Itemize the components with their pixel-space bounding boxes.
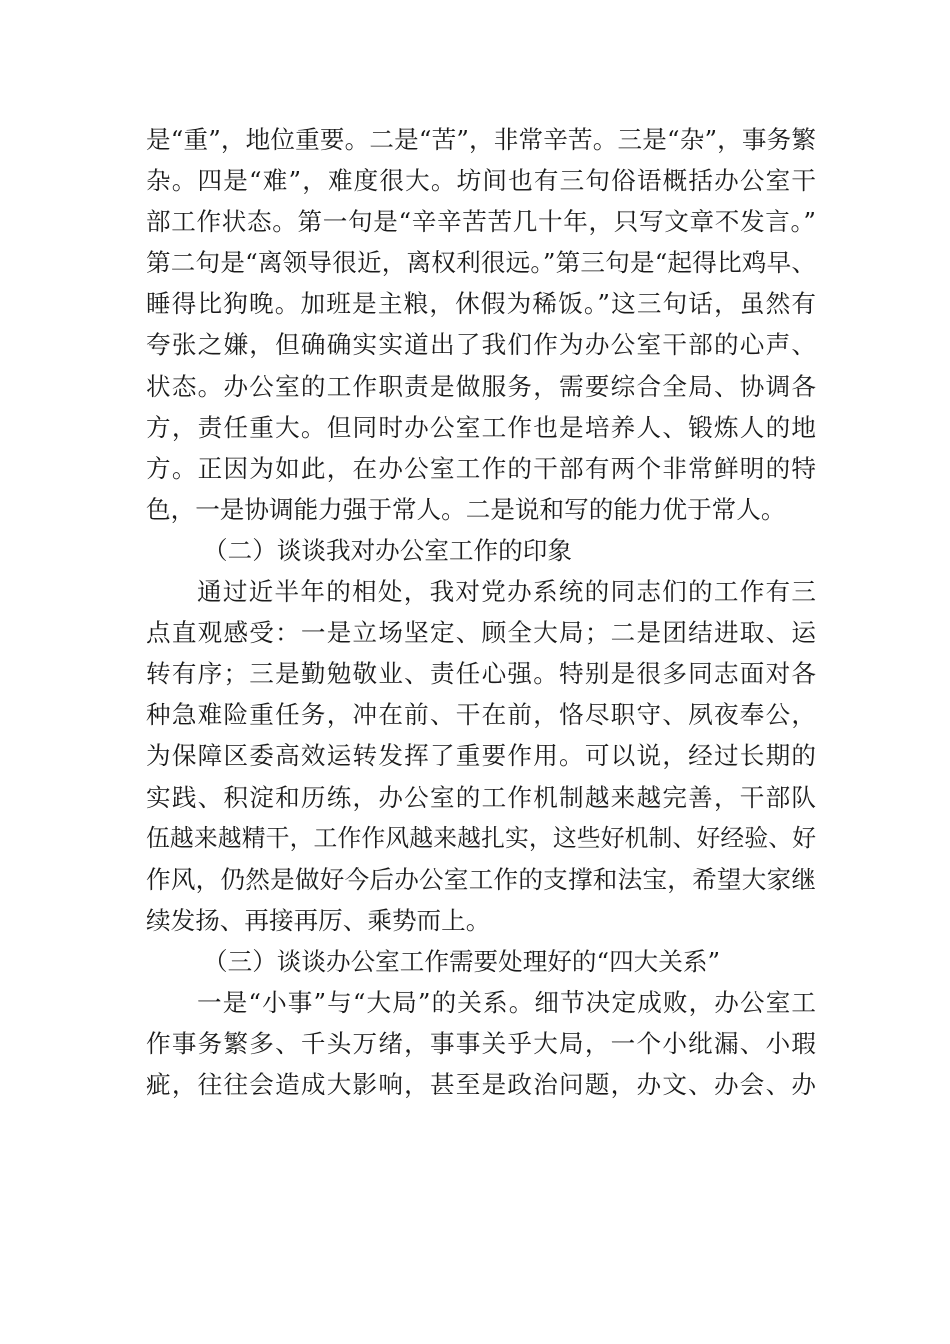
body-text-line: 第二句是“离领导很近，离权利很远。”第三句是“起得比鸡早、 bbox=[146, 248, 816, 278]
body-text-line: 夸张之嫌，但确确实实道出了我们作为办公室干部的心声、 bbox=[146, 330, 816, 360]
body-text-line: 点直观感受：一是立场坚定、顾全大局；二是团结进取、运 bbox=[146, 618, 816, 648]
body-text-line: 作事务繁多、千头万绪，事事关乎大局，一个小纰漏、小瑕 bbox=[146, 1029, 816, 1059]
body-text-line: 续发扬、再接再厉、乘势而上。 bbox=[146, 905, 491, 935]
paragraph-first-line: 一是“小事”与“大局”的关系。细节决定成败，办公室工 bbox=[197, 987, 816, 1017]
body-text-line: 杂。四是“难”，难度很大。坊间也有三句俗语概括办公室干 bbox=[146, 166, 816, 196]
body-text-line: 疵，往往会造成大影响，甚至是政治问题，办文、办会、办 bbox=[146, 1070, 816, 1100]
body-text-line: 为保障区委高效运转发挥了重要作用。可以说，经过长期的 bbox=[146, 741, 816, 771]
section-heading: （三）谈谈办公室工作需要处理好的“四大关系” bbox=[203, 946, 721, 976]
body-text-line: 伍越来越精干，工作作风越来越扎实，这些好机制、好经验、好 bbox=[146, 823, 816, 852]
body-text-line: 实践、积淀和历练，办公室的工作机制越来越完善，干部队 bbox=[146, 782, 816, 812]
body-text-line: 睡得比狗晚。加班是主粮，休假为稀饭。”这三句话，虽然有 bbox=[146, 289, 816, 319]
section-heading: （二）谈谈我对办公室工作的印象 bbox=[203, 535, 572, 565]
body-text-line: 状态。办公室的工作职责是做服务，需要综合全局、协调各 bbox=[146, 371, 816, 401]
body-text-line: 方，责任重大。但同时办公室工作也是培养人、锻炼人的地 bbox=[146, 412, 816, 442]
paragraph-first-line: 通过近半年的相处，我对党办系统的同志们的工作有三 bbox=[197, 577, 816, 607]
body-text-line: 是“重”，地位重要。二是“苦”，非常辛苦。三是“杂”，事务繁 bbox=[146, 125, 816, 154]
body-text-line: 色，一是协调能力强于常人。二是说和写的能力优于常人。 bbox=[146, 494, 786, 524]
body-text-line: 种急难险重任务，冲在前、干在前，恪尽职守、夙夜奉公， bbox=[146, 700, 816, 730]
body-text-line: 作风，仍然是做好今后办公室工作的支撑和法宝，希望大家继 bbox=[146, 864, 816, 894]
body-text-line: 方。正因为如此，在办公室工作的干部有两个非常鲜明的特 bbox=[146, 453, 816, 483]
body-text-line: 部工作状态。第一句是“辛辛苦苦几十年，只写文章不发言。” bbox=[146, 207, 816, 237]
body-text-line: 转有序；三是勤勉敬业、责任心强。特别是很多同志面对各 bbox=[146, 659, 816, 689]
document-body bbox=[146, 119, 816, 1105]
